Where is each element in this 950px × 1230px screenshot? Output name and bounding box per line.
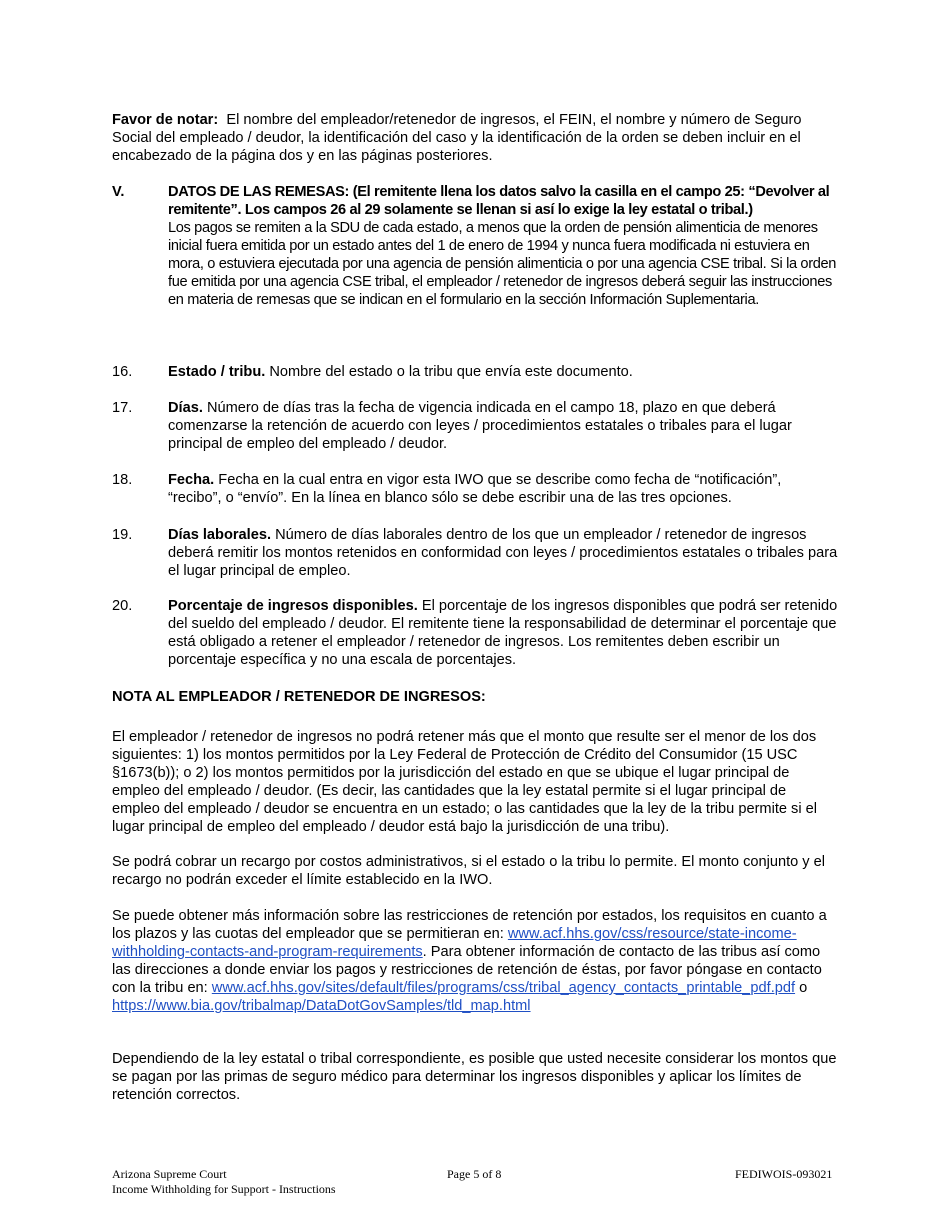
note-text: El nombre del empleador/retenedor de ingresos, el FEIN, el nombre y número de Seguro Social del empleado / deudor, la identificación del caso y la identificación de la orden se deben incluir en el encabezado de la página dos y en las páginas posteriores. xyxy=(112,112,802,164)
tribal-map-link[interactable]: https://www.bia.gov/tribalmap/DataDotGovSamples/tld_map.html xyxy=(112,998,531,1014)
item-text xyxy=(168,399,838,453)
section-v-heading: DATOS DE LAS REMESAS: (El remitente llena los datos salvo la casilla en el campo 25: “Devolver al remitente”. Los campos 26 al 29 solamente se llenan si así lo exige la ley estatal o tribal.) xyxy=(168,184,830,218)
item-text xyxy=(168,597,838,669)
p3-text-a: Se puede obtener más información sobre las restricciones de retención por estados, los requisitos en cuanto a los plazos y las cuotas del empleador que se permitieran en: xyxy=(112,908,827,942)
item-17 xyxy=(112,399,838,453)
note-paragraph xyxy=(112,111,838,165)
footer-left xyxy=(112,1167,336,1197)
item-20 xyxy=(112,597,838,669)
note-label: Favor de notar: xyxy=(112,112,219,128)
item-description: Nombre del estado o la tribu que envía este documento. xyxy=(269,364,633,380)
section-v-body: Los pagos se remiten a la SDU de cada estado, a menos que la orden de pensión alimenticia de menores inicial fuera emitida por un estado antes del 1 de enero de 1994 y nunca fuera modificada ni estuviera en mora, o estuviera ejecutada por una agencia de pensión alimenticia o por una agencia CSE tribal. Si la orden fue emitida por una agencia CSE tribal, el empleador / retenedor de ingresos deberá seguir las instrucciones en materia de remesas que se indican en el formulario en la sección Información Suplementaria. xyxy=(168,220,837,308)
employer-note-heading: NOTA AL EMPLEADOR / RETENEDOR DE INGRESOS: xyxy=(112,689,486,705)
section-v-number: V. xyxy=(112,184,125,200)
item-description: El porcentaje de los ingresos disponibles que podrá ser retenido del sueldo del empleado / deudor. El remitente tiene la responsabilidad de determinar el porcentaje que está obligado a retener el empleador / retenedor de ingresos. Los remitentes deben escribir un porcentaje específica y no una escala de porcentajes. xyxy=(168,598,838,668)
item-label: Estado / tribu. xyxy=(168,364,266,380)
p3-text-c: o xyxy=(795,980,808,996)
footer-court: Arizona Supreme Court xyxy=(112,1167,227,1181)
employer-note-paragraph-1: El empleador / retenedor de ingresos no podrá retener más que el monto que resulte ser el menor de los dos siguientes: 1) los montos permitidos por la Ley Federal de Protección de Crédito del Consumidor (15 USC §1673(b)); o 2) los montos permitidos por la jurisdicción del estado en que se ubique el lugar principal de empleo del empleado / deudor. (Es decir, las cantidades que la ley estatal permite si el lugar principal de empleo del empleado / deudor se encuentra en un estado; o las cantidades que la ley de la tribu permite si el lugar principal de empleo del empleado / deudor está bajo la jurisdicción de una tribu). xyxy=(112,729,818,835)
item-number: 17. xyxy=(112,400,133,416)
item-description: Fecha en la cual entra en vigor esta IWO que se describe como fecha de “notificación”, “recibo”, o “envío”. En la línea en blanco sólo se debe escribir una de las tres opciones. xyxy=(168,472,782,506)
employer-note-paragraph-3 xyxy=(112,907,838,1015)
item-text xyxy=(168,471,838,507)
item-description: Número de días tras la fecha de vigencia indicada en el campo 18, plazo en que deberá comenzarse la retención de acuerdo con leyes / procedimientos estatales o tribales para el lugar principal de empleo del empleado / deudor. xyxy=(168,400,792,452)
item-number: 20. xyxy=(112,598,133,614)
item-19 xyxy=(112,526,838,580)
item-text xyxy=(168,526,838,580)
section-v xyxy=(112,183,838,309)
state-withholding-link[interactable]: www.acf.hhs.gov/css/resource/state-income-withholding-contacts-and-program-requirements xyxy=(112,926,797,960)
footer-form-title: Income Withholding for Support - Instructions xyxy=(112,1182,336,1196)
item-number: 16. xyxy=(112,364,133,380)
item-18 xyxy=(112,471,838,507)
item-label: Días laborales. xyxy=(168,527,272,543)
tribal-contacts-link[interactable]: www.acf.hhs.gov/sites/default/files/programs/css/tribal_agency_contacts_printable_pdf.pdf xyxy=(211,980,796,996)
footer-form-code: FEDIWOIS-093021 xyxy=(735,1167,833,1181)
item-16 xyxy=(112,363,838,381)
p3-text-b: . Para obtener información de contacto de las tribus así como las direcciones a donde enviar los pagos y restricciones de retención de éstas, por favor póngase en contacto con la tribu en: xyxy=(112,944,822,996)
item-text xyxy=(168,363,838,381)
employer-note-paragraph-2: Se podrá cobrar un recargo por costos administrativos, si el estado o la tribu lo permite. El monto conjunto y el recargo no podrán exceder el límite establecido en la IWO. xyxy=(112,854,826,888)
item-label: Días. xyxy=(168,400,203,416)
item-description: Número de días laborales dentro de los que un empleador / retenedor de ingresos deberá remitir los montos retenidos en conformidad con leyes / procedimientos estatales o tribales para el lugar principal de empleo. xyxy=(168,527,838,579)
employer-note-paragraph-4: Dependiendo de la ley estatal o tribal correspondiente, es posible que usted necesite considerar los montos que se pagan por las primas de seguro médico para determinar los ingresos disponibles y aplicar los límites de retención correctos. xyxy=(112,1051,837,1103)
footer-page-number: Page 5 of 8 xyxy=(447,1167,502,1181)
item-label: Porcentaje de ingresos disponibles. xyxy=(168,598,418,614)
item-number: 19. xyxy=(112,527,133,543)
item-label: Fecha. xyxy=(168,472,215,488)
item-number: 18. xyxy=(112,472,133,488)
